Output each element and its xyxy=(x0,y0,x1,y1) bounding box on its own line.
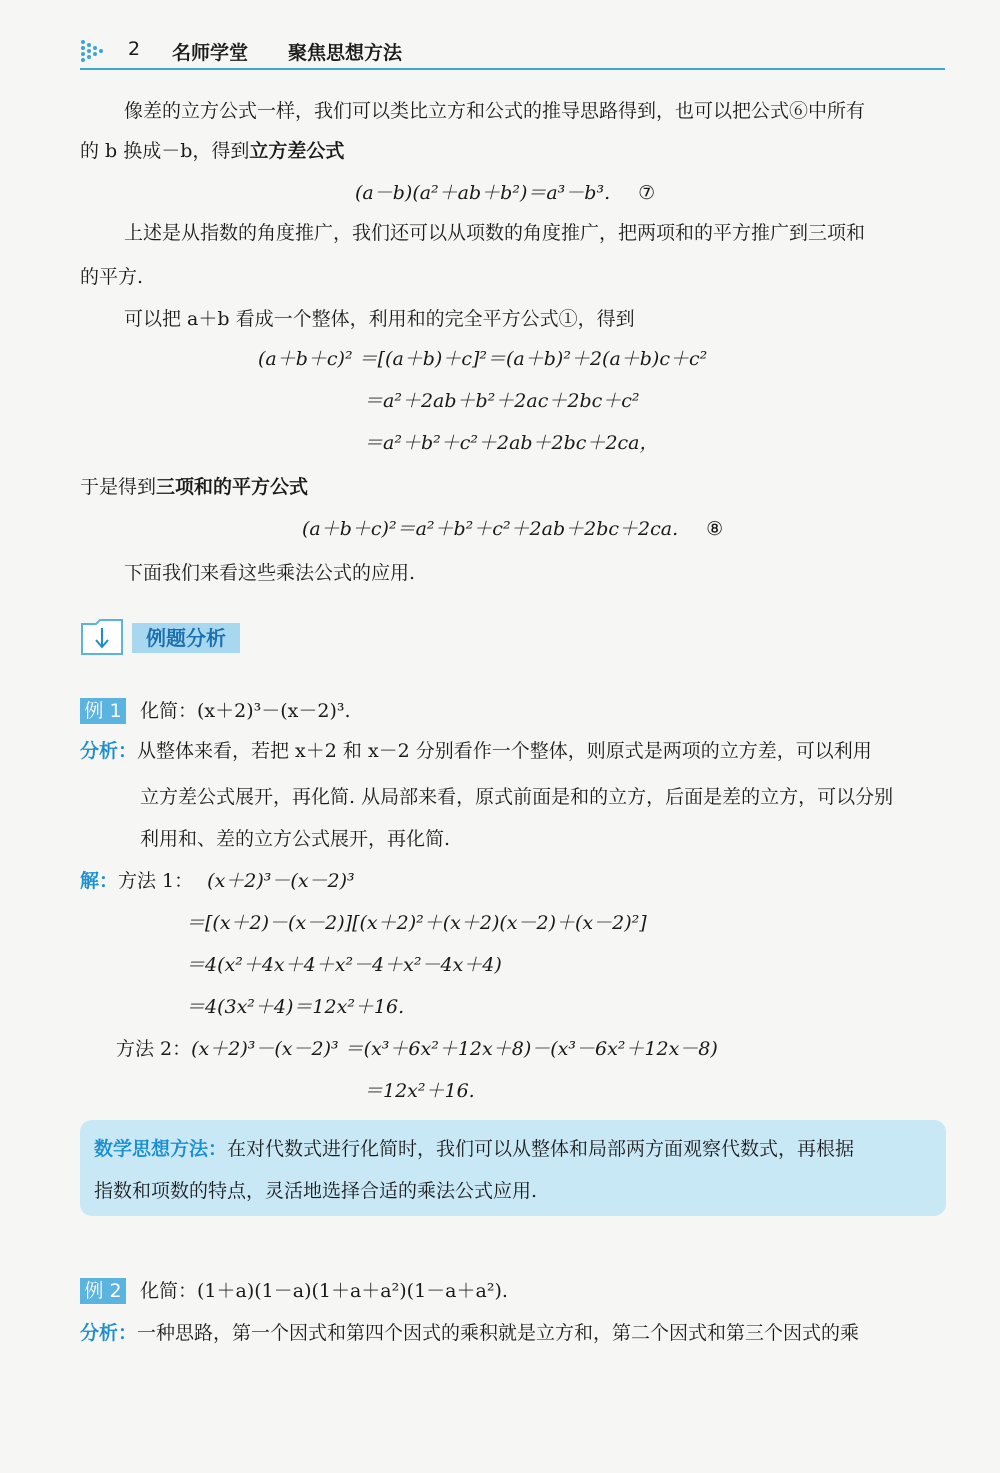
example-2-analysis-label: 分析： xyxy=(80,1322,138,1344)
p4-line xyxy=(80,474,308,500)
example-1-analysis-line2: 立方差公式展开，再化简. 从局部来看，原式前面是和的立方，后面是差的立方，可以分别 xyxy=(140,786,894,808)
tip-label: 数学思想方法： xyxy=(94,1138,228,1160)
formula-7 xyxy=(355,180,655,206)
book-subtitle: 聚焦思想方法 xyxy=(288,42,403,64)
derivation-line2: ＝a²＋2ab＋b²＋2ac＋2bc＋c² xyxy=(364,390,640,412)
method1-label: 方法 1： xyxy=(118,870,194,892)
trinomial-square-term: 三项和的平方公式 xyxy=(156,476,309,498)
tip-line2: 指数和项数的特点，灵活地选择合适的乘法公式应用. xyxy=(94,1180,538,1202)
formula-8-text: (a＋b＋c)²＝a²＋b²＋c²＋2ab＋2bc＋2ca. xyxy=(302,518,679,540)
derivation-line3: ＝a²＋b²＋c²＋2ab＋2bc＋2ca， xyxy=(364,432,659,454)
p5-line: 下面我们来看这些乘法公式的应用. xyxy=(124,562,416,584)
folder-down-arrow-icon xyxy=(80,618,124,656)
cube-difference-term: 立方差公式 xyxy=(249,140,345,162)
method1-step2: ＝[(x＋2)－(x－2)][(x＋2)²＋(x＋2)(x－2)＋(x－2)²] xyxy=(186,912,647,934)
method2-step2: ＝12x²＋16. xyxy=(364,1080,475,1102)
example-1-problem: 化简：(x＋2)³－(x－2)³. xyxy=(140,700,351,722)
example-1-analysis-line1 xyxy=(80,738,872,764)
solution-method2-line1 xyxy=(116,1036,718,1062)
example-2-problem: 化简：(1＋a)(1－a)(1＋a＋a²)(1－a＋a²). xyxy=(140,1280,508,1302)
example-1-analysis-line3: 利用和、差的立方公式展开，再化简. xyxy=(140,828,451,850)
p1-line2 xyxy=(80,138,344,164)
tip-text-1: 在对代数式进行化简时，我们可以从整体和局部两方面观察代数式，再根据 xyxy=(227,1138,855,1160)
section-title: 例题分析 xyxy=(132,623,240,653)
formula-8-number: ⑧ xyxy=(706,518,724,540)
method1-step4: ＝4(3x²＋4)＝12x²＋16. xyxy=(186,996,405,1018)
page-header xyxy=(80,36,945,70)
method1-step1: (x＋2)³－(x－2)³ xyxy=(207,870,355,892)
formula-7-number: ⑦ xyxy=(638,182,656,204)
p4-text: 于是得到 xyxy=(80,476,157,498)
triangle-dots-icon xyxy=(80,38,106,64)
page-number: 2 xyxy=(128,38,141,60)
p1-line2-text: 的 b 换成－b，得到 xyxy=(80,140,250,162)
method1-step3: ＝4(x²＋4x＋4＋x²－4＋x²－4x＋4) xyxy=(186,954,502,976)
example-1-tag: 例 1 xyxy=(80,698,126,724)
formula-7-text: (a－b)(a²＋ab＋b²)＝a³－b³. xyxy=(355,182,611,204)
solution-label: 解： xyxy=(80,870,119,892)
book-title: 名师学堂 xyxy=(172,42,249,64)
example-2-analysis-text: 一种思路，第一个因式和第四个因式的乘积就是立方和，第二个因式和第三个因式的乘 xyxy=(137,1322,860,1344)
example-2-analysis-line1 xyxy=(80,1320,859,1346)
method2-step1: (x＋2)³－(x－2)³ ＝(x³＋6x²＋12x＋8)－(x³－6x²＋12x－8) xyxy=(191,1038,718,1060)
formula-8 xyxy=(302,516,723,542)
math-thinking-tip-box xyxy=(80,1120,946,1216)
method2-label: 方法 2： xyxy=(116,1038,192,1060)
p2-line1: 上述是从指数的角度推广，我们还可以从项数的角度推广，把两项和的平方推广到三项和 xyxy=(124,222,866,244)
p1-line1: 像差的立方公式一样，我们可以类比立方和公式的推导思路得到，也可以把公式⑥中所有 xyxy=(124,100,866,122)
header-rule xyxy=(80,68,945,70)
derivation-line1: (a＋b＋c)² ＝[(a＋b)＋c]²＝(a＋b)²＋2(a＋b)c＋c² xyxy=(258,348,708,370)
solution-method1-line1 xyxy=(80,868,355,894)
analysis-label: 分析： xyxy=(80,740,138,762)
p2-line2: 的平方. xyxy=(80,266,144,288)
p3-line1: 可以把 a＋b 看成一个整体，利用和的完全平方公式①，得到 xyxy=(124,308,635,330)
tip-line1 xyxy=(94,1136,854,1162)
example-2-tag: 例 2 xyxy=(80,1278,126,1304)
analysis-text-1: 从整体来看，若把 x＋2 和 x－2 分别看作一个整体，则原式是两项的立方差，可以利用 xyxy=(137,740,872,762)
